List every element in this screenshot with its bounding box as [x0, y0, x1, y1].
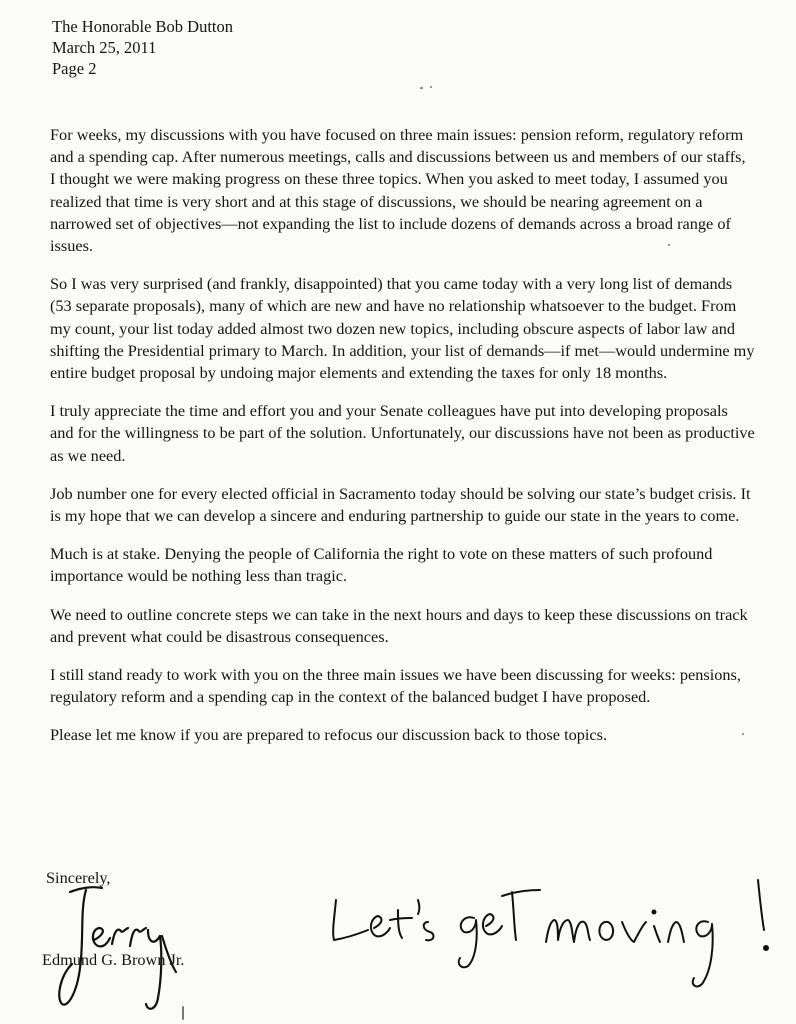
handwritten-signature [50, 880, 210, 1020]
paragraph: So I was very surprised (and frankly, disappointed) that you came today with a very long list of demands (53 separate proposals), many of which are new and have no relationship whatsoever to the budget. From my count, your list today added almost two dozen new topics, including obscure aspects of labor law and shifting the Presidential primary to March. In addition, your list of demands—if met—would undermine my entire budget proposal by undoing major elements and extending the taxes for only 18 months. [50, 274, 755, 383]
letter-body [50, 124, 755, 763]
page-number: Page 2 [52, 59, 97, 78]
paragraph: We need to outline concrete steps we can take in the next hours and days to keep these discussions on track and prevent what could be disastrous consequences. [50, 604, 748, 646]
signer-name: Edmund G. Brown Jr. [42, 950, 185, 969]
paragraph: Please let me know if you are prepared to refocus our discussion back to those topics. [50, 725, 608, 745]
recipient-line: The Honorable Bob Dutton [52, 17, 234, 36]
date-line: March 25, 2011 [52, 38, 157, 57]
paragraph: Job number one for every elected official in Sacramento today should be solving our state’s budget crisis. It is my hope that we can develop a sincere and enduring partnership to guide our state in the years to come. [50, 483, 751, 526]
scan-speck [430, 86, 432, 88]
paragraph: For weeks, my discussions with you have focused on three main issues: pension reform, regulatory reform and a spending cap. After numerous meetings, calls and discussions between us and members of our staffs, I thought we were making progress on these three topics. When you asked to meet today, I assumed you realized that time is very short and at this stage of discussions, we should be nearing agreement on a narrowed set of objectives—not expanding the list to include dozens of demands across a broad range of issues. [50, 125, 746, 256]
letter-header [52, 16, 233, 79]
closing-salutation: Sincerely, [46, 868, 111, 887]
paragraph: Much is at stake. Denying the people of California the right to vote on these matters of such profound importance would be nothing less than tragic. [50, 544, 713, 586]
scan-speck [182, 1006, 184, 1020]
handwritten-note [318, 860, 788, 1000]
paragraph: I truly appreciate the time and effort you and your Senate colleagues have put into developing proposals and for the willingness to be part of the solution. Unfortunately, our discussions have not been as productive as we need. [50, 401, 755, 465]
scan-speck [420, 87, 423, 89]
scan-speck [668, 244, 670, 246]
scan-speck [742, 733, 744, 735]
paragraph: I still stand ready to work with you on the three main issues we have been discussing for weeks: pensions, regulatory reform and a spending cap in the context of the balanced budget I have proposed. [50, 665, 741, 707]
